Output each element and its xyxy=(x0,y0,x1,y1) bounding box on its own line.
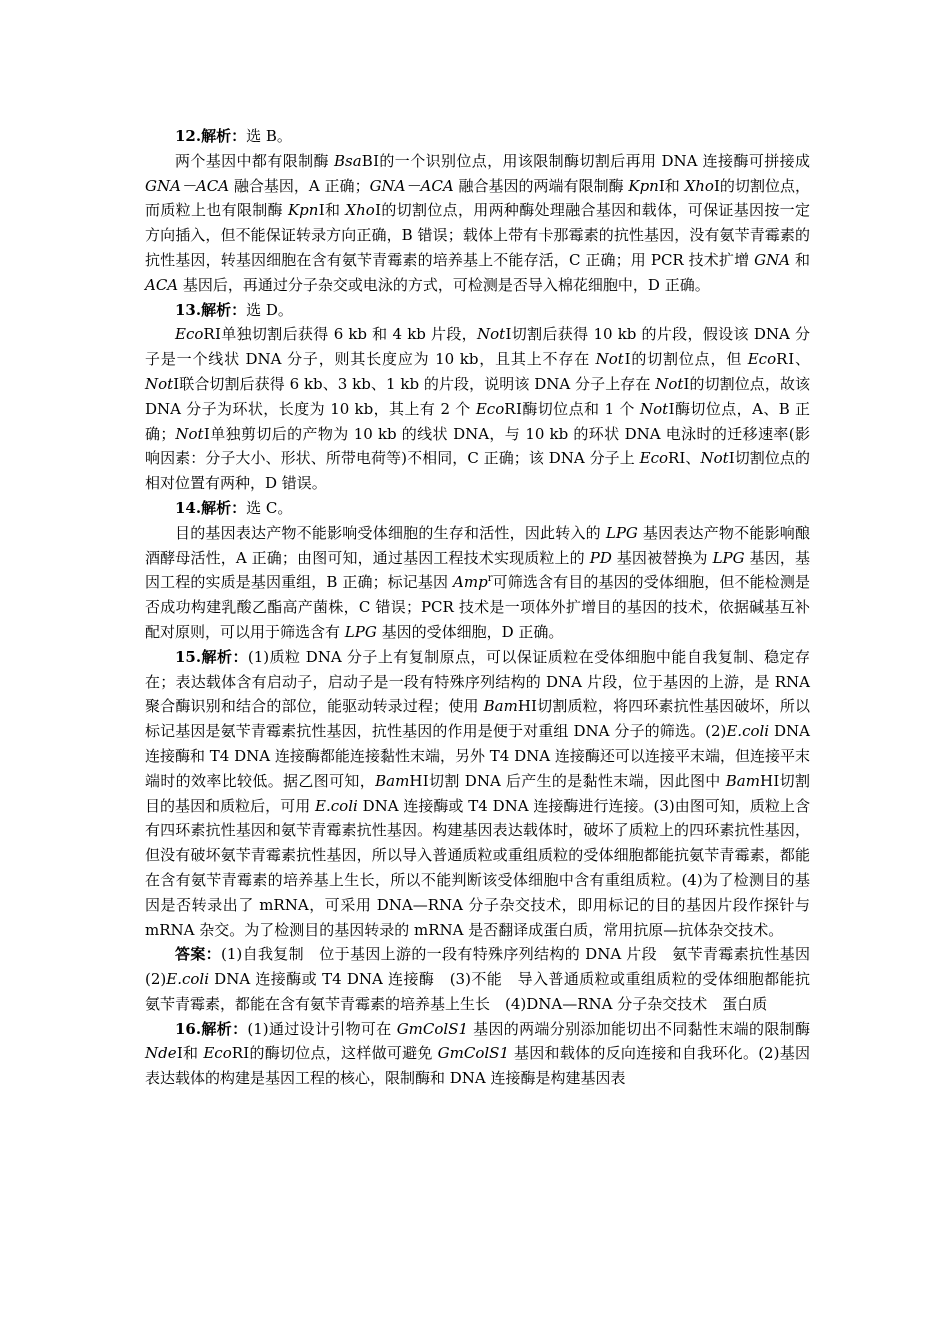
answer-page xyxy=(145,124,826,1091)
q15-explanation: 15.解析：(1)质粒 DNA 分子上有复制原点，可以保证质粒在受体细胞中能自我复制、稳定存在；表达载体含有启动子，启动子是一段有特殊序列结构的 DNA 片段，位于基因的上游，是 RNA 聚合酶识别和结合的部位，能驱动转录过程；使用 BamHⅠ切割质粒，将四环素抗性基因破坏，所以标记基因是氨苄青霉素抗性基因，抗性基因的作用是便于对重组 DNA 分子的筛选。(2)E.coli DNA 连接酶和 T4 DNA 连接酶都能连接黏性末端，另外 T4 DNA 连接酶还可以连接平末端，但连接平末端时的效率比较低。据乙图可知，BamHⅠ切割 DNA 后产生的是黏性末端，因此图中 BamHⅠ切割目的基因和质粒后，可用 E.coli DNA 连接酶或 T4 DNA 连接酶进行连接。(3)由图可知，质粒上含有四环素抗性基因和氨苄青霉素抗性基因。构建基因表达载体时，破坏了质粒上的四环素抗性基因，但没有破坏氨苄青霉素抗性基因，所以导入普通质粒或重组质粒的受体细胞都能抗氨苄青霉素，都能在含有氨苄青霉素的培养基上生长，所以不能判断该受体细胞中含有重组质粒。(4)为了检测目的基因是否转录出了 mRNA，可采用 DNA—RNA 分子杂交技术，即用标记的目的基因片段作探针与 mRNA 杂交。为了检测目的基因转录的 mRNA 是否翻译成蛋白质，常用抗原—抗体杂交技术。 xyxy=(145,647,810,939)
q12-choice: 选 B。 xyxy=(246,127,292,145)
q13-heading xyxy=(145,298,810,323)
q15-label: 15.解析： xyxy=(175,647,248,666)
q16-explanation: 16.解析：(1)通过设计引物可在 GmColS1 基因的两端分别添加能切出不同黏性末端的限制酶 NdeⅠ和 EcoRⅠ的酶切位点，这样做可避免 GmColS1 基因和载体的反向连接和自我环化。(2)基因表达载体的构建是基因工程的核心，限制酶和 DNA 连接酶是构建基因表 xyxy=(145,1019,810,1088)
q12-label: 12.解析： xyxy=(175,127,247,145)
q12-heading xyxy=(145,124,810,149)
q12-explanation: 两个基因中都有限制酶 BsaBⅠ的一个识别位点，用该限制酶切割后再用 DNA 连接酶可拼接成 GNA－ACA 融合基因，A 正确；GNA－ACA 融合基因的两端有限制酶 KpnⅠ和 XhoⅠ的切割位点，而质粒上也有限制酶 KpnⅠ和 XhoⅠ的切割位点，用两种酶处理融合基因和载体，可保证基因按一定方向插入，但不能保证转录方向正确，B 错误；载体上带有卡那霉素的抗性基因，没有氨苄青霉素的抗性基因，转基因细胞在含有氨苄青霉素的培养基上不能存活，C 正确；用 PCR 技术扩增 GNA 和 ACA 基因后，再通过分子杂交或电泳的方式，可检测是否导入棉花细胞中，D 正确。 xyxy=(145,151,810,294)
q13-choice: 选 D。 xyxy=(246,300,293,319)
q15-answer-label: 答案： xyxy=(175,945,222,964)
q13-explanation: EcoRⅠ单独切割后获得 6 kb 和 4 kb 片段，NotⅠ切割后获得 10 kb 的片段，假设该 DNA 分子是一个线状 DNA 分子，则其长度应为 10 kb，且其上不存在 NotⅠ的切割位点，但 EcoRⅠ、NotⅠ联合切割后获得 6 kb、3 kb、1 kb 的片段，说明该 DNA 分子上存在 NotⅠ的切割位点，故该 DNA 分子为环状，长度为 10 kb，其上有 2 个 EcoRⅠ酶切位点和 1 个 NotⅠ酶切位点，A、B 正确；NotⅠ单独剪切后的产物为 10 kb 的线状 DNA，与 10 kb 的环状 DNA 电泳时的迁移速率(影响因素：分子大小、形状、所带电荷等)不相同，C 正确；该 DNA 分子上 EcoRⅠ、NotⅠ切割位点的相对位置有两种，D 错误。 xyxy=(145,325,810,493)
q14-explanation: 目的基因表达产物不能影响受体细胞的生存和活性，因此转入的 LPG 基因表达产物不能影响酿酒酵母活性，A 正确；由图可知，通过基因工程技术实现质粒上的 PD 基因被替换为 LPG 基因，基因工程的实质是基因重组，B 正确；标记基因 Amp$^r$可筛选含有目的基因的受体细胞，但不能检测是否成功构建乳酸乙酯高产菌株，C 错误；PCR 技术是一项体外扩增目的基因的技术，依据碱基互补配对原则，可以用于筛选含有 LPG 基因的受体细胞，D 正确。 xyxy=(145,523,810,641)
q14-label: 14.解析： xyxy=(175,498,247,517)
q14-choice: 选 C。 xyxy=(246,498,293,517)
q15-answer: 答案：(1)自我复制 位于基因上游的一段有特殊序列结构的 DNA 片段 氨苄青霉素抗性基因 (2)E.coli DNA 连接酶或 T4 DNA 连接酶 (3)不能 导入普通质粒或重组质粒的受体细胞都能抗氨苄青霉素，都能在含有氨苄青霉素的培养基上生长 (4)DNA—RNA 分子杂交技术 蛋白质 xyxy=(145,945,826,1013)
q14-heading xyxy=(145,496,810,521)
q13-label: 13.解析： xyxy=(175,300,247,319)
q16-label: 16.解析： xyxy=(175,1019,248,1038)
